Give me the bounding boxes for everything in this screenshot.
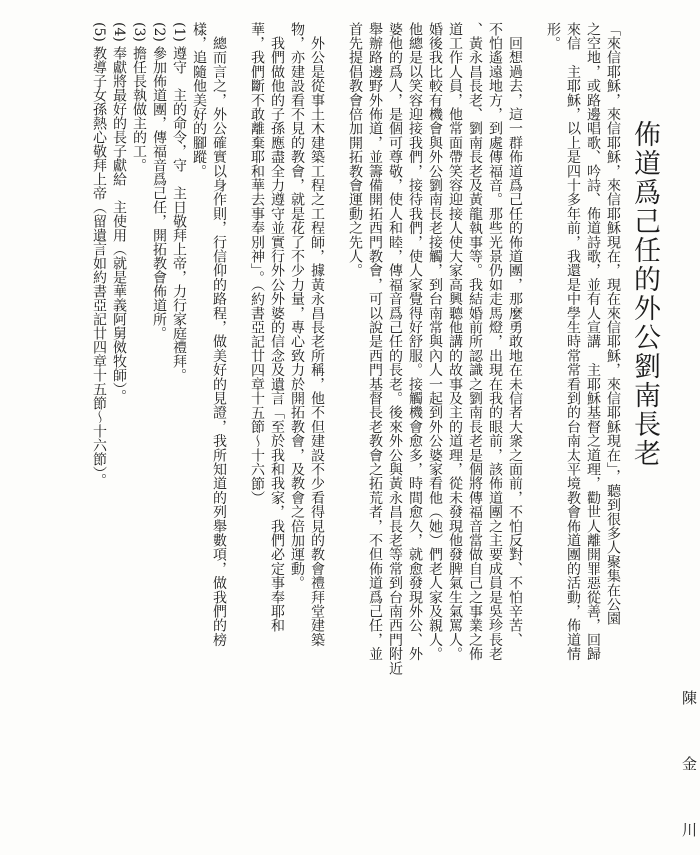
text-column: 婆他的爲人，是個可尊敬，使人和睦，傳福音爲己任的長老。後來外公與黃永昌長老等常到台南西門附近	[387, 22, 403, 676]
text-column: 形。	[545, 22, 561, 51]
text-column: 他總是以笑容迎接我們，接待我們，使人家覺得好舒服。接觸機會愈多，時間愈久，就愈發現外公、外	[407, 22, 423, 661]
author-name: 陳 金 川	[680, 690, 698, 855]
text-column: 樣，追隨他美好的腳蹤。	[191, 22, 207, 179]
text-column: 總而言之，外公確實以身作則，行信仰的路程，做美好的見證，我所知道的列舉數項，做我們的榜	[211, 22, 227, 647]
text-column: 回想過去，這一群佈道爲己任的佈道團，那麼勇敢地在未信者大衆之面前，不怕反對、不怕辛苦、	[507, 22, 523, 647]
list-item: (1) 遵守 主的命令，守 主日敬拜上帝，力行家庭禮拜。	[171, 22, 187, 383]
text-column: 、黃永昌長老、劉南長老及黃龍執事等。我結婚前所認識之劉南長老是個將傳福音當做自己之事業之佈	[467, 22, 483, 661]
list-item: (5) 教導子女孫熱心敬拜上帝（留遺言如約書亞記廿四章十五節～十六節）。	[91, 22, 107, 488]
text-column: 華，我們斷不敢離棄耶和華去事奉別神」。（約書亞記廿四章十五節～十六節）	[249, 22, 265, 505]
text-column: 來信 主耶穌，以上是四十多年前，我還是中學生時常常看到的台南太平境教會佈道團的活動，佈道情	[565, 22, 581, 661]
list-item: (3) 擔任長執做主的工。	[131, 22, 147, 173]
text-column: 婚後我比較有機會與外公劉南長老接觸，到台南常與內人一起到外公婆家看他（她）們老人家及親人。	[427, 22, 443, 661]
text-column: 我們做他的子孫應盡全力遵守並實行外公外婆的信念及遺言「至於我和我家，我們必定事奉耶和	[269, 22, 285, 633]
summary-list	[88, 22, 188, 487]
text-column: 舉辦路邊野外佈道，並籌備開拓西門教會，可以說是西門基督長老教會之拓荒者，不但佈道爲己任，並	[367, 22, 383, 661]
text-column: 外公是從事土木建築工程之工程師，據黃永昌長老所稱，他不但建設不少看得見的教會禮拜堂建築	[309, 22, 325, 647]
text-column: 不怕遙遠地方，到處傳福音。那些光景仍如走馬燈，出現在我的眼前，該佈道團之主要成員是吳珍長老	[487, 22, 503, 661]
article-title: 佈道爲己任的外公劉南長老	[629, 120, 660, 468]
text-column: 首先提倡教會倍加開拓教會運動之先人。	[347, 22, 363, 278]
text-column: 物，亦建設看不見的教會，就是花了不少力量，專心致力於開拓教會，及教會之倍加運動。	[289, 22, 305, 590]
text-column: 道工作人員，他常面帶笑容迎接人使大家高興聽他講的故事及主的道理，從未發現他發脾氣生氣罵人。	[447, 22, 463, 661]
list-item: (4) 奉獻將最好的長子獻給 主使用（就是華義阿舅傚牧師）。	[111, 22, 127, 404]
list-item: (2) 參加佈道團，傳福音爲己任，開拓教會佈道所。	[151, 22, 167, 341]
text-column: 「來信耶穌，來信耶穌，來信耶穌現在，現在來信耶穌，來信耶穌現在」，聽到很多人聚集在公園	[605, 22, 621, 626]
text-column: 之空地，或路邊唱歌、吟詩、佈道詩歌，並有人宣講 主耶穌基督之道理，勸世人離開罪惡從善，回歸	[585, 22, 601, 661]
article-body	[188, 22, 622, 675]
